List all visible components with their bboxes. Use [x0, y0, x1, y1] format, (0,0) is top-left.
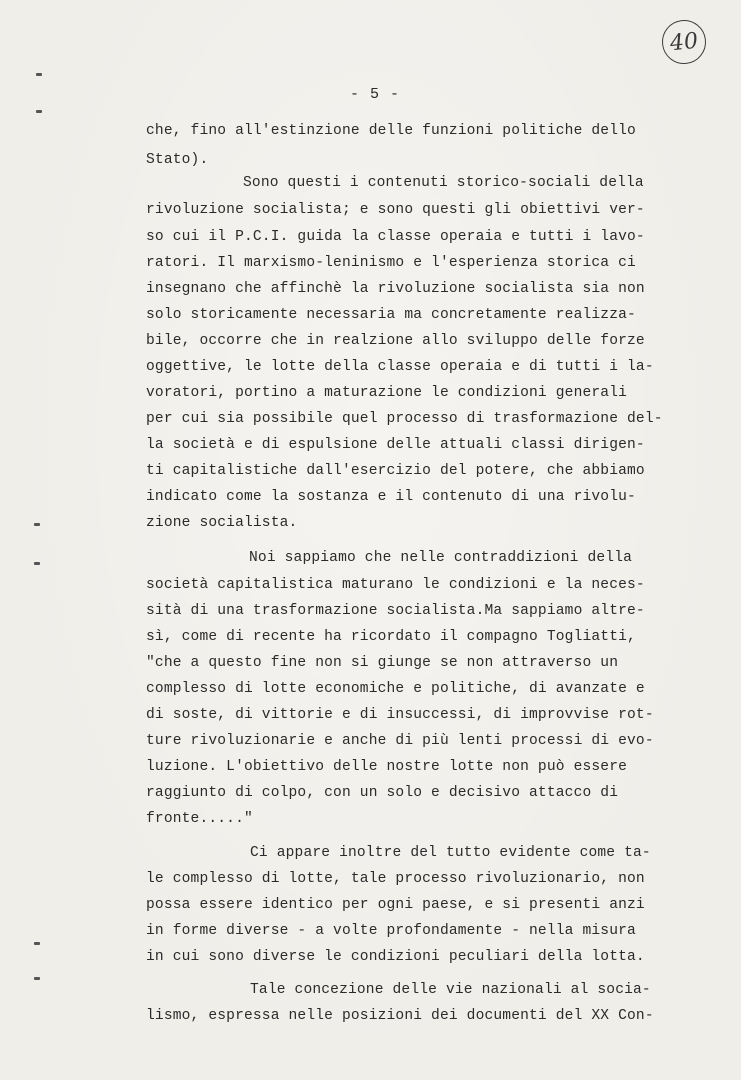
- text-line: per cui sia possibile quel processo di trasformazione del-: [146, 411, 663, 427]
- margin-mark: [34, 562, 40, 565]
- text-line: bile, occorre che in realzione allo sviluppo delle forze: [146, 333, 645, 349]
- text-line: sità di una trasformazione socialista.Ma sappiamo altre-: [146, 603, 645, 619]
- text-line: Sono questi i contenuti storico-sociali della: [243, 175, 644, 191]
- text-line: sì, come di recente ha ricordato il compagno Togliatti,: [146, 629, 636, 645]
- text-line: Tale concezione delle vie nazionali al socia-: [250, 982, 651, 998]
- text-line: raggiunto di colpo, con un solo e decisivo attacco di: [146, 785, 619, 801]
- text-line: ti capitalistiche dall'esercizio del potere, che abbiamo: [146, 463, 645, 479]
- text-line: voratori, portino a maturazione le condizioni generali: [146, 385, 628, 401]
- text-line: solo storicamente necessaria ma concretamente realizza-: [146, 307, 636, 323]
- text-line: Noi sappiamo che nelle contraddizioni della: [249, 550, 633, 566]
- text-line: possa essere identico per ogni paese, e si presenti anzi: [146, 897, 645, 913]
- stamp-number: 40: [668, 28, 700, 56]
- text-line: lismo, espressa nelle posizioni dei documenti del XX Con-: [146, 1008, 654, 1024]
- text-line: so cui il P.C.I. guida la classe operaia e tutti i lavo-: [146, 229, 645, 245]
- text-line: ratori. Il marxismo-leninismo e l'esperienza storica ci: [146, 255, 636, 271]
- margin-mark: [34, 523, 40, 526]
- text-line: in forme diverse - a volte profondamente - nella misura: [146, 923, 636, 939]
- margin-mark: [36, 110, 42, 113]
- text-line: oggettive, le lotte della classe operaia e di tutti i la-: [146, 359, 654, 375]
- margin-mark: [34, 942, 40, 945]
- text-line: ture rivoluzionarie e anche di più lenti processi di evo-: [146, 733, 654, 749]
- text-line: Stato).: [146, 152, 209, 168]
- text-line: che, fino all'estinzione delle funzioni politiche dello: [146, 123, 636, 139]
- text-line: Ci appare inoltre del tutto evidente come ta-: [250, 845, 651, 861]
- text-line: zione socialista.: [146, 515, 298, 531]
- text-line: luzione. L'obiettivo delle nostre lotte non può essere: [146, 759, 628, 775]
- text-line: le complesso di lotte, tale processo rivoluzionario, non: [146, 871, 645, 887]
- margin-mark: [34, 977, 40, 980]
- text-line: in cui sono diverse le condizioni peculiari della lotta.: [146, 949, 645, 965]
- text-line: di soste, di vittorie e di insuccessi, di improvvise rot-: [146, 707, 654, 723]
- text-line: rivoluzione socialista; e sono questi gli obiettivi ver-: [146, 202, 645, 218]
- text-line: complesso di lotte economiche e politiche, di avanzate e: [146, 681, 645, 697]
- text-line: la società e di espulsione delle attuali classi dirigen-: [146, 437, 645, 453]
- page-number: - 5 -: [350, 86, 401, 103]
- page-stamp: [660, 18, 708, 66]
- text-line: indicato come la sostanza e il contenuto di una rivolu-: [146, 489, 636, 505]
- text-line: "che a questo fine non si giunge se non attraverso un: [146, 655, 619, 671]
- text-line: insegnano che affinchè la rivoluzione socialista sia non: [146, 281, 645, 297]
- text-line: fronte.....": [146, 811, 253, 827]
- margin-mark: [36, 73, 42, 76]
- text-line: società capitalistica maturano le condizioni e la neces-: [146, 577, 645, 593]
